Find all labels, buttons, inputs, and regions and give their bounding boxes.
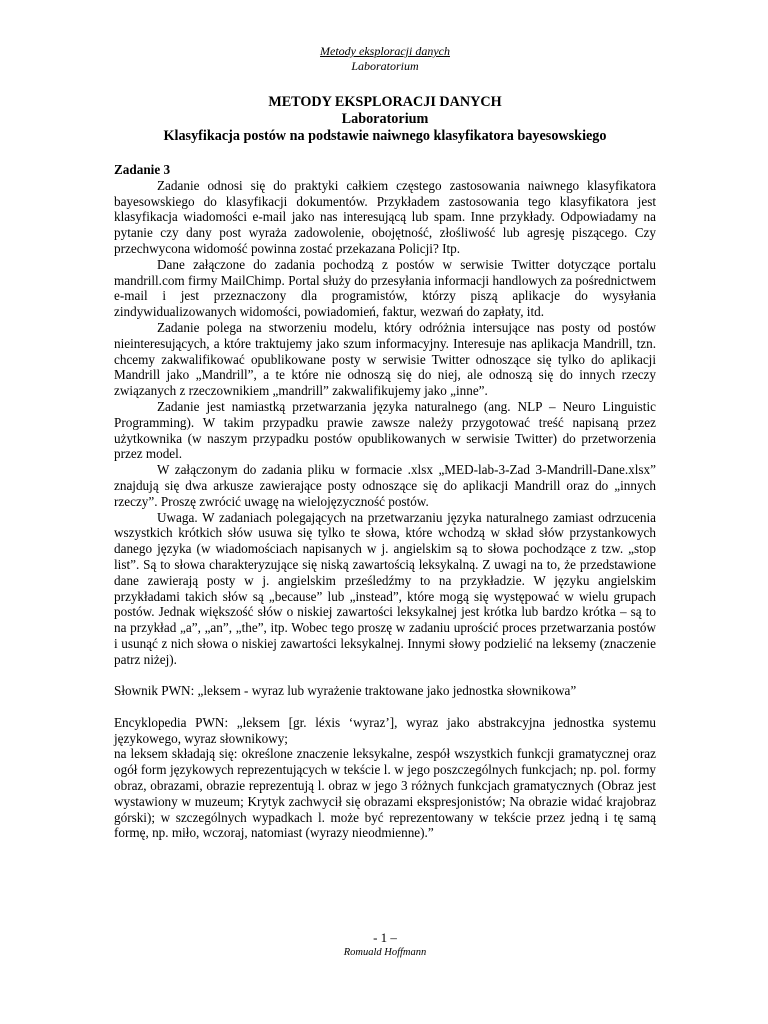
running-header-subtitle: Laboratorium — [351, 58, 419, 73]
footer-author: Romuald Hoffmann — [343, 947, 427, 958]
document-title: METODY EKSPLORACJI DANYCH — [268, 94, 502, 110]
page-footer — [114, 930, 656, 959]
encyclopedia-body: na leksem składają się: określone znaczenie leksykalne, zespół wszystkich funkcji gramatycznej oraz ogół form językowych reprezentujących w tekście l. w jego poszczególnych funkcjach; np. pol. formy obraz, obrazami, obrazie reprezentują l. obraz w jego 3 różnych funkcjach gramatycznych (Obraz jest wystawiony w muzeum; Krytyk zachwycił się obrazami ekspresjonistów; Na obrazie widać krajobraz górski); w szczególnych wypadkach l. może być reprezentowany w tekście przez jedną i tę samą formę, np. miło, wczoraj, natomiast (wyrazy nieodmienne).” — [114, 746, 656, 841]
paragraph-data-source: Dane załączone do zadania pochodzą z postów w serwisie Twitter dotyczące portalu mandrill.com firmy MailChimp. Portal służy do przesyłania informacji handlowych za pośrednictwem e-mail i jest przeznaczony dla programistów, którzy piszą aplikacje do wysyłania zindywidualizowanych widomości, powiadomień, faktur, wezwań do zapłaty, itd. — [114, 256, 656, 320]
paragraph-nlp: Zadanie jest namiastką przetwarzania języka naturalnego (ang. NLP – Neuro Linguistic Programming). W takim przypadku prawie zawsze należy przygotować treść napisaną przez użytkownika (w naszym przypadku postów opublikowanych w serwisie Twitter) do przetworzenia przez model. — [114, 398, 656, 462]
document-body — [114, 162, 656, 841]
document-topic: Klasyfikacja postów na podstawie naiwnego klasyfikatora bayesowskiego — [163, 128, 607, 144]
document-subtitle: Laboratorium — [341, 111, 429, 127]
paragraph-intro: Zadanie odnosi się do praktyki całkiem częstego zastosowania naiwnego klasyfikatora bayesowskiego do klasyfikacji dokumentów. Przykładem zastosowania tego klasyfikatora jest klasyfikacja wiadomości e-mail jako nas interesującą lub spam. Inne przykłady. Odpowiadamy na pytanie czy dany post wyraża zadowolenie, obojętność, złośliwość lub agresję piszącego. Czy przechwycona widomość powinna zostać przekazana Policji? Itp. — [114, 177, 656, 256]
definition-pwn: Słownik PWN: „leksem - wyraz lub wyrażenie traktowane jako jednostka słownikowa” — [114, 683, 577, 699]
running-header — [114, 44, 656, 73]
page-number: - 1 – — [373, 930, 397, 945]
paragraph-note: Uwaga. W zadaniach polegających na przetwarzaniu języka naturalnego zamiast odrzucenia wszystkich krótkich słów usuwa się tylko te słowa, które wchodzą w skład słów przystankowych danego języka (w wiadomościach napisanych w j. angielskim są to słowa pochodzące z tzw. „stop list”. Są to słowa charakteryzujące się niską zawartością leksykalną. Z uwagi na to, że przedstawione dane zawierają posty w j. angielskim prześledźmy to na przykładzie. W języku angielskim przykładami takich słów są „because” lub „instead”, które mogą się występować w wielu grupach postów. Jednak większość słów o niskiej zawartości leksykalnej jest krótka lub bardzo krótka – są to na przykład „a”, „an”, „the”, itp. Wobec tego proszę w zadaniu uprościć proces przetwarzania postów i usunąć z nich słowa o niskiej zawartości leksykalnej. Innymi słowy podzielić na leksemy (znaczenie patrz niżej). — [114, 509, 656, 667]
running-header-title: Metody eksploracji danych — [320, 44, 450, 58]
encyclopedia-intro: Encyklopedia PWN: „leksem [gr. léxis ‘wyraz’], wyraz jako abstrakcyjna jednostka systemu językowego, wyraz słownikowy; — [114, 714, 656, 746]
section-heading: Zadanie 3 — [114, 162, 171, 177]
paragraph-task: Zadanie polega na stworzeniu modelu, który odróżnia intersujące nas posty od postów nieinteresujących, a które traktujemy jako szum informacyjny. Interesuje nas aplikacja Mandrill, tzn. chcemy zakwalifikować opublikowane posty w serwisie Twitter odnoszące się tylko do aplikacji Mandrill jako „Mandrill”, a te które nie odnoszą się do niej, ale odnoszą się do innych rzeczy związanych z rzeczownikiem „mandrill” zakwalifikujemy jako „inne”. — [114, 319, 656, 399]
document-page — [114, 0, 656, 1024]
paragraph-attachment: W załączonym do zadania pliku w formacie .xlsx „MED-lab-3-Zad 3-Mandrill-Dane.xlsx” znajdują się dwa arkusze zawierające posty odnoszące się do aplikacji Mandrill oraz do „innych rzeczy”. Proszę zwrócić uwagę na wielojęzyczność postów. — [114, 462, 656, 509]
document-title-block — [114, 94, 656, 145]
